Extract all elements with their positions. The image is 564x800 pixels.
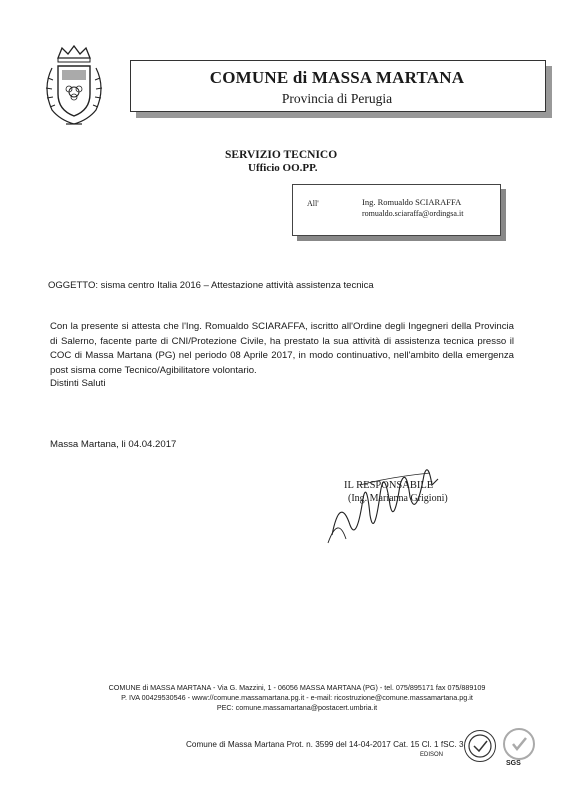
municipal-crest-icon <box>36 44 112 130</box>
edison-label: EDISON <box>420 752 444 758</box>
certification-logo-icon <box>464 730 496 762</box>
sgs-label: SGS <box>506 760 521 767</box>
letter-subject: OGGETTO: sisma centro Italia 2016 – Attestazione attività assistenza tecnica <box>48 280 374 291</box>
service-name: SERVIZIO TECNICO <box>225 149 338 161</box>
recipient-name: Ing. Romualdo SCIARAFFA <box>362 197 462 207</box>
closing-salutation: Distinti Saluti <box>50 378 106 389</box>
protocol-stamp: Comune di Massa Martana Prot. n. 3599 del 14-04-2017 Cat. 15 Cl. 1 fSC. 3 <box>186 740 464 749</box>
office-name: Ufficio OO.PP. <box>248 162 318 174</box>
place-and-date: Massa Martana, li 04.04.2017 <box>50 439 177 450</box>
footer-address: COMUNE di MASSA MARTANA - Via G. Mazzini, 1 - 06056 MASSA MARTANA (PG) - tel. 075/895171 fax 075/889109 <box>108 683 486 692</box>
letter-body: Con la presente si attesta che l'Ing. Romualdo SCIARAFFA, iscritto all'Ordine degli Ingegneri della Provincia di Salerno, facente parte di CNI/Protezione Civile, ha prestato la sua attività di assistenza tecnica presso il COC di Massa Martana (PG) nel periodo 08 Aprile 2017, in modo continuativo, nell'ambito della emergenza post sisma come Tecnico/Agibilitatore volontario. <box>50 321 514 376</box>
recipient-to-label: All' <box>307 199 319 208</box>
signatory-role: IL RESPONSABILE <box>344 480 434 491</box>
footer-pec: PEC: comune.massamartana@postacert.umbria.it <box>216 703 378 712</box>
sgs-certification-icon <box>503 728 535 760</box>
municipality-title: COMUNE di MASSA MARTANA <box>209 68 465 87</box>
signatory-name: (Ing. Marianna Grigioni) <box>348 493 448 504</box>
recipient-email: romualdo.sciaraffa@ordingsa.it <box>362 209 464 218</box>
footer-contacts: P. IVA 00429530546 - www://comune.massamartana.pg.it - e-mail: ricostruzione@comune.massamartana.pg.it <box>121 693 473 702</box>
province-subtitle: Provincia di Perugia <box>281 91 393 106</box>
